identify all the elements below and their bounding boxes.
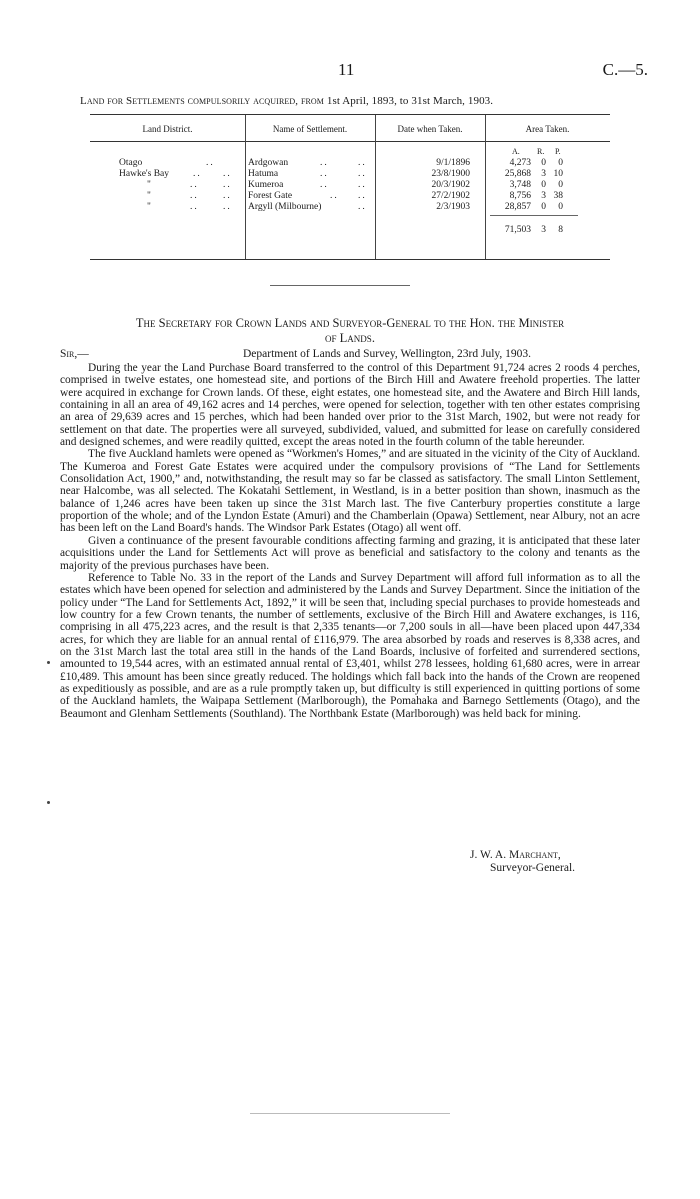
total-rule [490, 215, 578, 216]
cell-acres: 4,273 [509, 158, 531, 168]
page-number: 11 [338, 60, 355, 79]
leader-dots: .. [223, 191, 232, 201]
dateline: Department of Lands and Survey, Wellington, 23rd July, 1903. [243, 348, 532, 360]
cell-date: 2/3/1903 [436, 202, 470, 212]
leader-dots: .. [358, 202, 367, 212]
leader-dots: .. [320, 169, 329, 179]
header-date-taken: Date when Taken. [397, 124, 463, 134]
column-divider [245, 115, 246, 259]
cell-roods: 0 [541, 180, 546, 190]
leader-dots: .. [320, 180, 329, 190]
leader-dots: .. [223, 169, 232, 179]
total-perches: 8 [558, 225, 563, 235]
paragraph: Reference to Table No. 33 in the report of the Lands and Survey Department will afford full information as to all the estates which have been opened for selection and administered by the Lands and Survey Department. Since the initiation of the policy under “The Land for Settlements Act, 1892,” it will be seen that, including special purchases to provide homesteads and low country for a few Crown tenants, the number of settlements, exclusive of the Birch Hill and Awatere exchanges, is 116, comprising in all 475,223 acres, and the result is that 2,335 tenants—or 7,200 souls in all—have been placed upon 447,334 acres, for which they are liable for an annual rental of £116,979. The area absorbed by roads and reserves is 8,338 acres, and on the 31st March last the total area still in the hands of the Land Boards, inclusive of forfeited and surrendered sections, amounted to 19,544 acres, with an estimated annual rental of £3,401, whilst 278 lessees, holding 61,680 acres, were in arrear £10,489. This amount has been since greatly reduced. The holdings which fall back into the hands of the Crown are reopened as expeditiously as possible, and are as a rule promptly taken up, but difficulty is still experienced in quitting portions of some of the Auckland hamlets, the Waipapa Settlement (Marlborough), the Pomahaka and Barnego Settlements (Otago), and the Beaumont and Glenham Settlements (Southland). The Northbank Estate (Marlborough) was held back for mining. [60, 571, 640, 720]
cell-settlement: Hatuma [248, 169, 279, 179]
cell-settlement: Argyll (Milbourne) [248, 202, 322, 212]
cell-district-ditto: " [147, 180, 151, 190]
total-acres: 71,503 [504, 225, 531, 235]
paragraph: During the year the Land Purchase Board transferred to the control of this Department 91,724 acres 2 roods 4 perches, comprised in twelve estates, one homestead site, and portions of the Birch Hill and Awatere freehold properties. The latter were acquired in exchange for Crown lands. Of these, eight estates, one homestead site, and the Awatere and Birch Hill lands, containing in all an area of 49,162 acres and 14 perches, were opened for selection, together with ten other estates comprising an area of 29,639 acres and 15 perches, which had been handed over prior to the 31st March, 1902, but were not ready for settlement on that date. The properties were all surveyed, subdivided, valued, and submitted for lease on carefully considered and designed schemes, and were readily quitted, except the areas noted in the fourth column of the table hereunder. [60, 362, 640, 449]
cell-settlement: Kumeroa [248, 180, 284, 190]
cell-perches: 0 [558, 202, 563, 212]
margin-mark [47, 661, 50, 664]
letter-body [60, 362, 640, 720]
cell-perches: 10 [553, 169, 563, 179]
cell-perches: 38 [553, 191, 563, 201]
leader-dots: .. [358, 169, 367, 179]
header-land-district: Land District. [142, 124, 193, 134]
signature-name [470, 849, 561, 861]
table-header-row [90, 115, 610, 142]
footer-rule [250, 1113, 450, 1114]
cell-roods: 0 [541, 158, 546, 168]
leader-dots: .. [190, 180, 199, 190]
cell-settlement: Ardgowan [248, 158, 289, 168]
document-reference: C.—5. [602, 60, 648, 79]
leader-dots: .. [358, 191, 367, 201]
leader-dots: .. [320, 158, 329, 168]
leader-dots: .. [223, 180, 232, 190]
column-divider [375, 115, 376, 259]
cell-acres: 3,748 [509, 180, 531, 190]
cell-date: 20/3/1902 [431, 180, 470, 190]
header-area-taken: Area Taken. [525, 124, 570, 134]
cell-acres: 25,868 [504, 169, 531, 179]
cell-date: 9/1/1896 [436, 158, 470, 168]
column-divider [485, 115, 486, 259]
cell-date: 23/8/1900 [431, 169, 470, 179]
cell-acres: 28,857 [504, 202, 531, 212]
leader-dots: .. [358, 180, 367, 190]
paragraph: The five Auckland hamlets were opened as “Workmen's Homes,” and are situated in the vicinity of the City of Auckland. The Kumeroa and Forest Gate Estates were acquired under the compulsory provisions of “The Land for Settlements Consolidation Act, 1900,” and, notwithstanding, the result may so far be classed as satisfactory. The small Linton Settlement, near Halcombe, was all selected. The Kokatahi Settlement, in Westland, is in a better position than shown, inasmuch as the balance of 1,246 acres have been taken up since the 31st March last. The five Canterbury properties constitute a large proportion of the whole; and of the Lyndon Estate (Amuri) and the Chamberlain (Opawa) Settlement, near Albury, not an acre has been left on the Land Board's hands. The Windsor Park Estates (Otago) all went off. [60, 448, 640, 535]
table-title [80, 95, 640, 107]
cell-district-ditto: " [147, 202, 151, 212]
leader-dots: .. [190, 191, 199, 201]
leader-dots: .. [358, 158, 367, 168]
signature-name-text: J. W. A. Marchant, [470, 849, 561, 861]
cell-perches: 0 [558, 158, 563, 168]
cell-district: Otago [119, 158, 143, 168]
margin-mark [47, 801, 50, 804]
acquisitions-table [90, 114, 610, 260]
cell-date: 27/2/1902 [431, 191, 470, 201]
total-roods: 3 [541, 225, 546, 235]
unit-perches: P. [555, 147, 561, 156]
signature-title: Surveyor-General. [490, 862, 576, 874]
paragraph: Given a continuance of the present favourable conditions affecting farming and grazing, it is anticipated that these later acquisitions under the Land for Settlements Act will prove as beneficial and satisfactory to the colony and tenants as the majority of the previous purchases have been. [60, 534, 640, 572]
section-divider [270, 285, 410, 286]
cell-acres: 8,756 [509, 191, 531, 201]
leader-dots: .. [223, 202, 232, 212]
cell-perches: 0 [558, 180, 563, 190]
letter-heading-line1: The Secretary for Crown Lands and Surveyor-General to the Hon. the Minister [135, 316, 565, 330]
cell-settlement: Forest Gate [248, 191, 293, 201]
cell-roods: 3 [541, 169, 546, 179]
leader-dots: .. [206, 158, 215, 168]
unit-roods: R. [537, 147, 545, 156]
letter-heading-line2: of Lands. [325, 331, 375, 345]
leader-dots: .. [330, 191, 339, 201]
unit-acres: A. [512, 147, 520, 156]
salutation: Sir,— [60, 348, 89, 360]
cell-roods: 0 [541, 202, 546, 212]
leader-dots: .. [193, 169, 202, 179]
cell-district: Hawke's Bay [119, 169, 169, 179]
cell-roods: 3 [541, 191, 546, 201]
table-title-caps: Land for Settlements compulsorily acquired, from [80, 95, 327, 107]
letter-heading [60, 316, 640, 346]
header-settlement: Name of Settlement. [272, 124, 348, 134]
cell-district-ditto: " [147, 191, 151, 201]
table-title-dates: 1st April, 1893, to 31st March, 1903. [326, 95, 494, 107]
leader-dots: .. [190, 202, 199, 212]
